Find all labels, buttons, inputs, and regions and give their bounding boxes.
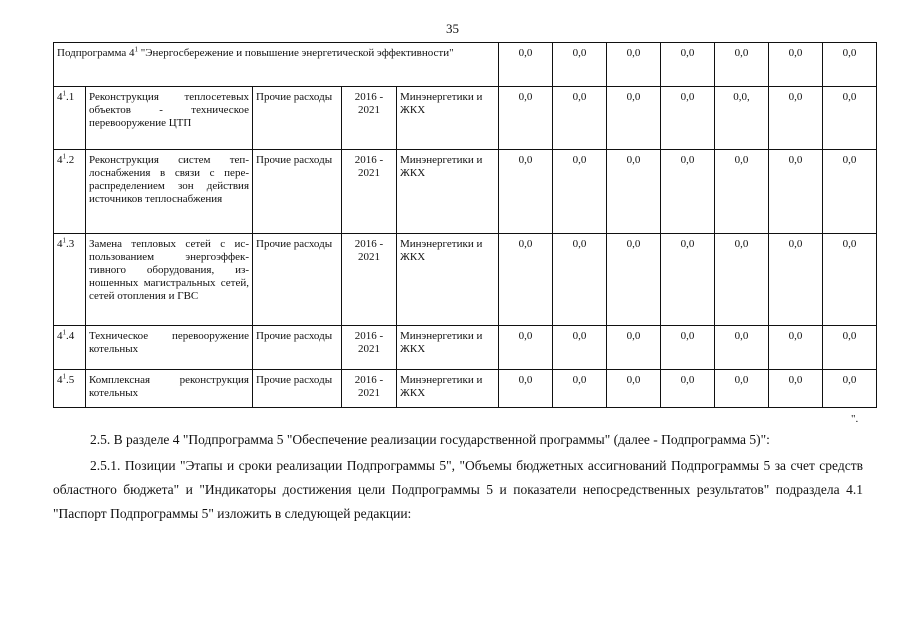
value-cell: 0,0: [661, 370, 715, 408]
period: 2016 - 2021: [342, 370, 397, 408]
value-cell: 0,0: [715, 370, 769, 408]
row-number: $4^1.5$: [54, 370, 86, 408]
value-cell: 0,0: [607, 87, 661, 150]
executor: Минэнергетики и ЖКХ: [397, 326, 499, 370]
table-row: [54, 87, 877, 150]
value-cell: 0,0: [607, 326, 661, 370]
value-cell: 0,0: [823, 43, 877, 87]
table-row: [54, 234, 877, 326]
value-cell: 0,0: [499, 150, 553, 234]
executor: Минэнергетики и ЖКХ: [397, 87, 499, 150]
value-cell: 0,0: [661, 150, 715, 234]
period: 2016 - 2021: [342, 87, 397, 150]
expense-type: Прочие расходы: [253, 370, 342, 408]
expense-type: Прочие расходы: [253, 87, 342, 150]
page-number: 35: [446, 21, 459, 36]
measure-name: Замена тепловых сетей с использованием энергоэффективного оборудования, изношенных магистральных сетей, сетей отопления и ГВС: [86, 234, 253, 326]
paragraph-2-5-1: 2.5.1. Позиции "Этапы и сроки реализации Подпрограммы 5", "Объемы бюджетных ассигнований Подпрограммы 5 за счет средств областного бюджета" и "Индикаторы достижения цели Подпрограммы 5 и показатели непосредственных результатов" подраздела 4.1 "Паспорт Подпрограммы 5" изложить в следующей редакции:: [53, 458, 863, 521]
expense-type: Прочие расходы: [253, 326, 342, 370]
value-cell: 0,0: [553, 43, 607, 87]
value-cell: 0,0: [607, 43, 661, 87]
table-row: [54, 150, 877, 234]
row-number: $4^1.3$: [54, 234, 86, 326]
executor: Минэнергетики и ЖКХ: [397, 150, 499, 234]
value-cell: 0,0: [553, 326, 607, 370]
value-cell: 0,0: [823, 150, 877, 234]
value-cell: 0,0: [499, 43, 553, 87]
table-row: [54, 370, 877, 408]
executor: Минэнергетики и ЖКХ: [397, 234, 499, 326]
value-cell: 0,0: [553, 87, 607, 150]
executor: Минэнергетики и ЖКХ: [397, 370, 499, 408]
value-cell: 0,0: [661, 234, 715, 326]
period: 2016 - 2021: [342, 234, 397, 326]
value-cell: 0,0: [823, 87, 877, 150]
value-cell: 0,0: [769, 150, 823, 234]
row-number: $4^1.4$: [54, 326, 86, 370]
value-cell: 0,0: [769, 370, 823, 408]
row-number: $4^1.1$: [54, 87, 86, 150]
value-cell: 0,0: [553, 150, 607, 234]
value-cell: 0,0: [661, 87, 715, 150]
value-cell: 0,0: [715, 326, 769, 370]
value-cell: 0,0: [499, 326, 553, 370]
period: 2016 - 2021: [342, 326, 397, 370]
paragraph-2-5: 2.5. В разделе 4 "Подпрограмма 5 "Обеспечение реализации государственной программы" (далее - Подпрограмма 5)":: [90, 432, 770, 447]
period: 2016 - 2021: [342, 150, 397, 234]
value-cell: 0,0: [661, 43, 715, 87]
value-cell: 0,0: [499, 370, 553, 408]
subprogram-row: [54, 43, 877, 87]
expense-type: Прочие расходы: [253, 150, 342, 234]
value-cell: 0,0: [769, 326, 823, 370]
expense-type: Прочие расходы: [253, 234, 342, 326]
value-cell: 0,0: [715, 234, 769, 326]
closing-quote: ".: [851, 413, 859, 425]
value-cell: 0,0: [823, 326, 877, 370]
budget-table: [53, 42, 877, 408]
value-cell: 0,0: [607, 370, 661, 408]
value-cell: 0,0: [553, 370, 607, 408]
value-cell: 0,0: [607, 234, 661, 326]
value-cell: 0,0,: [715, 87, 769, 150]
value-cell: 0,0: [769, 43, 823, 87]
value-cell: 0,0: [553, 234, 607, 326]
measure-name: Техническое перевооружение котельных: [86, 326, 253, 370]
value-cell: 0,0: [661, 326, 715, 370]
value-cell: 0,0: [769, 234, 823, 326]
row-number: $4^1.2$: [54, 150, 86, 234]
value-cell: 0,0: [499, 234, 553, 326]
value-cell: 0,0: [823, 370, 877, 408]
value-cell: 0,0: [715, 150, 769, 234]
value-cell: 0,0: [715, 43, 769, 87]
value-cell: 0,0: [823, 234, 877, 326]
value-cell: 0,0: [769, 87, 823, 150]
value-cell: 0,0: [499, 87, 553, 150]
measure-name: Комплексная реконструкция котельных: [86, 370, 253, 408]
table-row: [54, 326, 877, 370]
value-cell: 0,0: [607, 150, 661, 234]
measure-name: Реконструкция теплосетевых объектов - техническое перевооружение ЦТП: [86, 87, 253, 150]
subprogram-title: Подпрограмма $4^1$ "Энергосбережение и повышение энергетической эффективности": [54, 43, 499, 87]
measure-name: Реконструкция систем теплоснабжения в связи с перераспределением зон действия источников теплоснабжения: [86, 150, 253, 234]
